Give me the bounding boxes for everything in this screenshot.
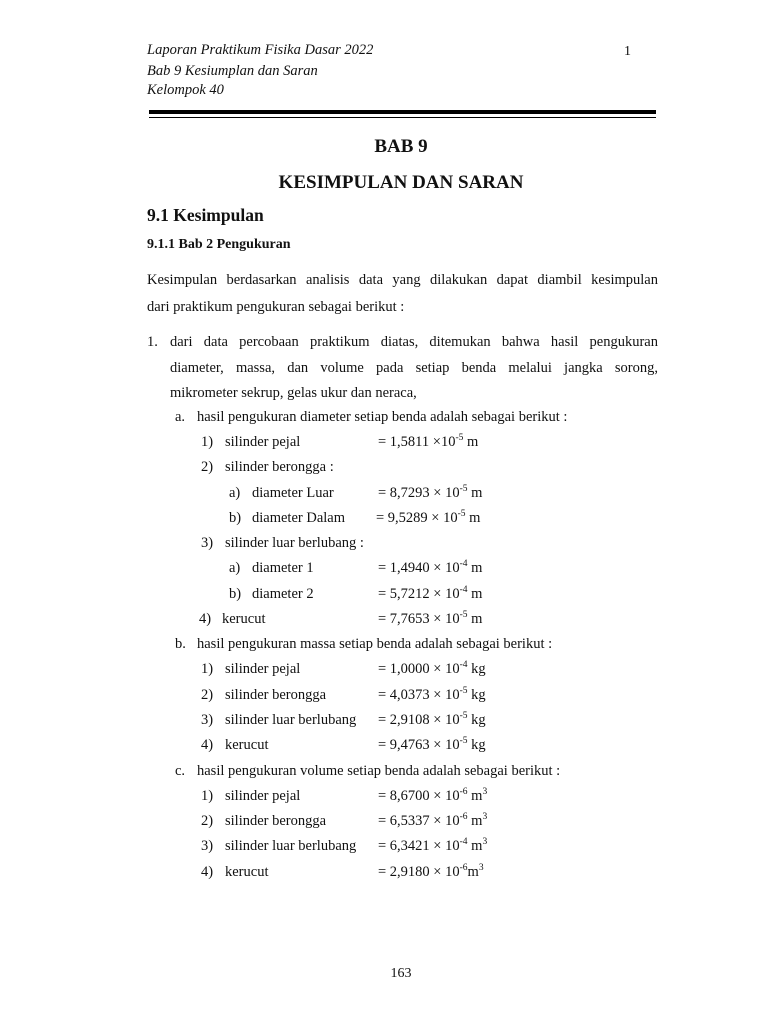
volume-heading: hasil pengukuran volume setiap benda adalah sebagai berikut :	[197, 763, 561, 779]
row-label: kerucut	[225, 864, 269, 880]
row-label: silinder berongga	[225, 813, 327, 829]
row-marker: 1)	[201, 434, 214, 450]
value-unit: m	[467, 788, 483, 804]
value-mantissa: = 4,0373 × 10	[378, 687, 460, 703]
value-unit: m	[467, 560, 483, 576]
value-unit: m	[467, 586, 483, 602]
running-header-chapter: Bab 9 Kesiumplan dan Saran	[147, 63, 318, 79]
row-value	[378, 609, 482, 629]
value-mantissa: = 2,9108 × 10	[378, 712, 460, 728]
unit-exponent: 3	[482, 812, 488, 822]
row-label: silinder berongga	[225, 687, 327, 703]
value-exponent: -5	[455, 433, 464, 443]
sublist-marker: c.	[175, 763, 186, 779]
value-mantissa: = 1,0000 × 10	[378, 661, 460, 677]
row-label: silinder luar berlubang :	[225, 535, 364, 551]
row-value	[378, 735, 486, 755]
row-marker: 4)	[199, 611, 212, 627]
value-exponent: -4	[459, 585, 468, 595]
value-unit: kg	[467, 712, 486, 728]
header-page-number: 1	[624, 44, 631, 59]
value-unit: m	[467, 485, 483, 501]
row-marker: 2)	[201, 459, 214, 475]
row-marker: 2)	[201, 687, 214, 703]
value-unit: m	[467, 813, 483, 829]
value-unit: m	[467, 611, 483, 627]
value-exponent: -6	[459, 812, 468, 822]
value-mantissa: = 5,7212 × 10	[378, 586, 460, 602]
sublist-marker: a.	[175, 409, 186, 425]
running-header-report-title: Laporan Praktikum Fisika Dasar 2022	[147, 42, 374, 58]
row-label: silinder pejal	[225, 434, 301, 450]
value-mantissa: = 1,5811 ×10	[378, 434, 456, 450]
row-marker: 1)	[201, 661, 214, 677]
row-marker: a)	[229, 485, 241, 501]
row-value	[378, 710, 486, 730]
row-label: kerucut	[225, 737, 269, 753]
value-mantissa: = 9,4763 × 10	[378, 737, 460, 753]
row-value	[378, 584, 482, 604]
value-unit: m	[463, 434, 479, 450]
diameter-heading: hasil pengukuran diameter setiap benda adalah sebagai berikut :	[197, 409, 568, 425]
section-heading: 9.1 Kesimpulan	[147, 205, 264, 225]
row-marker: b)	[229, 510, 242, 526]
value-mantissa: = 6,3421 × 10	[378, 838, 460, 854]
row-marker: 3)	[201, 838, 214, 854]
value-exponent: -5	[459, 711, 468, 721]
row-label: diameter 2	[252, 586, 314, 602]
row-label: kerucut	[222, 611, 266, 627]
value-mantissa: = 9,5289 × 10	[376, 510, 458, 526]
unit-exponent: 3	[482, 787, 488, 797]
value-exponent: -4	[459, 660, 468, 670]
intro-line: dari praktikum pengukuran sebagai berikut :	[147, 299, 405, 315]
row-value	[378, 836, 487, 856]
value-exponent: -5	[459, 686, 468, 696]
value-exponent: -5	[457, 509, 466, 519]
value-unit: m	[467, 864, 479, 880]
row-label: diameter Luar	[252, 485, 334, 501]
row-value	[378, 659, 486, 679]
row-label: diameter Dalam	[252, 510, 345, 526]
value-exponent: -5	[459, 484, 468, 494]
row-marker: 2)	[201, 813, 214, 829]
row-label: diameter 1	[252, 560, 314, 576]
chapter-number: BAB 9	[374, 136, 428, 157]
value-exponent: -5	[459, 736, 468, 746]
item1-line: dari data percobaan praktikum diatas, ditemukan bahwa hasil pengukuran	[170, 334, 658, 350]
list-marker: 1.	[147, 334, 158, 350]
value-unit: kg	[467, 661, 486, 677]
value-exponent: -6	[459, 787, 468, 797]
row-value	[378, 558, 482, 578]
value-exponent: -4	[459, 837, 468, 847]
intro-line: Kesimpulan berdasarkan analisis data yang dilakukan dapat diambil kesimpulan	[147, 272, 658, 288]
unit-exponent: 3	[478, 863, 484, 873]
subsection-heading: 9.1.1 Bab 2 Pengukuran	[147, 237, 291, 252]
value-unit: kg	[467, 737, 486, 753]
value-exponent: -5	[459, 610, 468, 620]
row-value	[378, 483, 482, 503]
value-mantissa: = 8,7293 × 10	[378, 485, 460, 501]
massa-heading: hasil pengukuran massa setiap benda adalah sebagai berikut :	[197, 636, 553, 652]
row-label: silinder luar berlubang	[225, 838, 357, 854]
row-label: silinder luar berlubang	[225, 712, 357, 728]
value-mantissa: = 2,9180 × 10	[378, 864, 460, 880]
row-marker: a)	[229, 560, 241, 576]
value-mantissa: = 7,7653 × 10	[378, 611, 460, 627]
row-marker: 4)	[201, 737, 214, 753]
value-mantissa: = 6,5337 × 10	[378, 813, 460, 829]
value-unit: kg	[467, 687, 486, 703]
row-value	[376, 508, 480, 528]
row-value	[378, 786, 487, 806]
row-label: silinder berongga :	[225, 459, 334, 475]
value-exponent: -4	[459, 559, 468, 569]
row-value	[378, 685, 486, 705]
row-label: silinder pejal	[225, 788, 301, 804]
value-mantissa: = 8,6700 × 10	[378, 788, 460, 804]
row-marker: 3)	[201, 712, 214, 728]
value-unit: m	[465, 510, 481, 526]
row-marker: 1)	[201, 788, 214, 804]
row-marker: 3)	[201, 535, 214, 551]
item1-line: diameter, massa, dan volume pada setiap benda melalui jangka sorong,	[170, 360, 658, 376]
row-marker: b)	[229, 586, 242, 602]
value-mantissa: = 1,4940 × 10	[378, 560, 460, 576]
value-unit: m	[467, 838, 483, 854]
sublist-marker: b.	[175, 636, 186, 652]
row-value	[378, 432, 478, 452]
value-exponent: -6	[459, 863, 468, 873]
row-value	[378, 811, 487, 831]
footer-page-number: 163	[390, 966, 412, 981]
header-rule-thick	[149, 110, 656, 114]
unit-exponent: 3	[482, 837, 488, 847]
running-header-group: Kelompok 40	[147, 82, 224, 98]
row-label: silinder pejal	[225, 661, 301, 677]
item1-line: mikrometer sekrup, gelas ukur dan neraca,	[170, 385, 417, 401]
row-value	[378, 862, 484, 882]
chapter-title: KESIMPULAN DAN SARAN	[278, 172, 524, 193]
row-marker: 4)	[201, 864, 214, 880]
header-rule-thin	[149, 117, 656, 118]
